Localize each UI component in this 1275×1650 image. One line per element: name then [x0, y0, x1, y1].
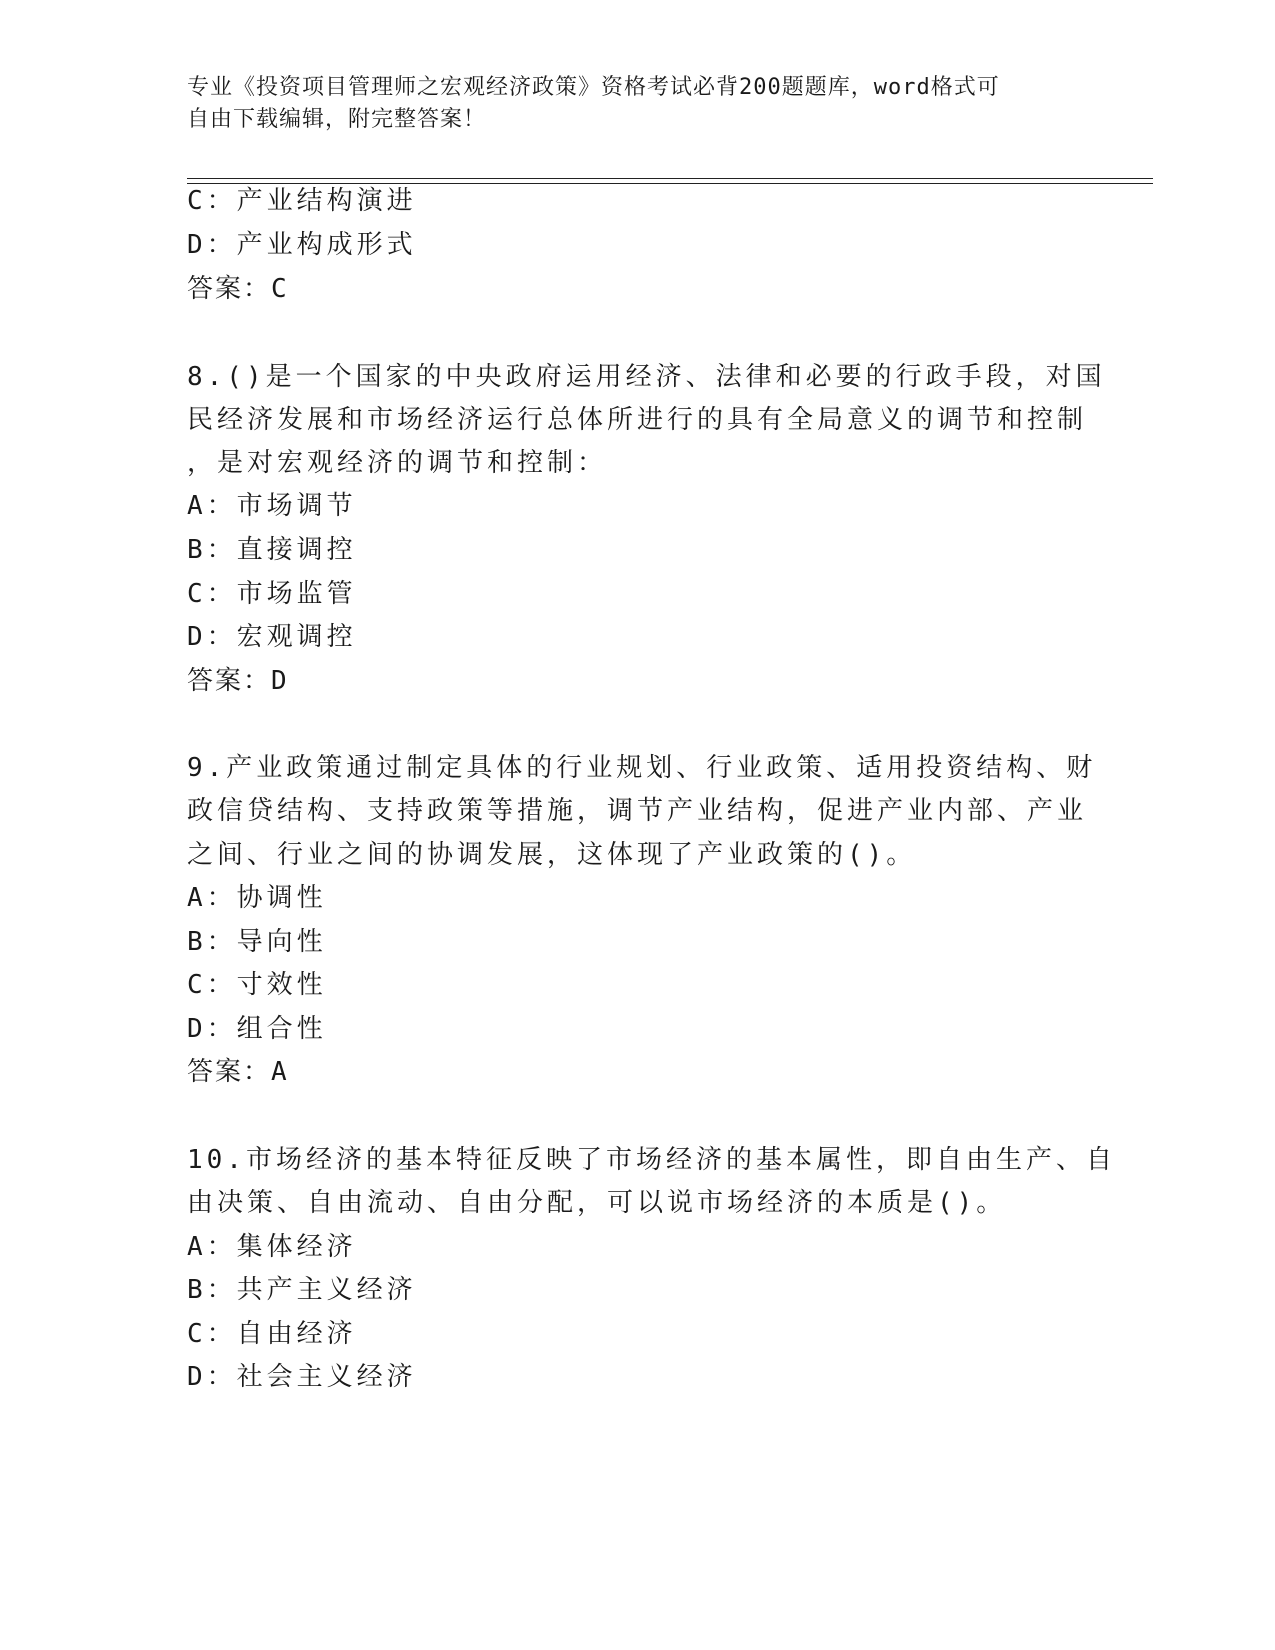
q9-stem-line-1: 9.产业政策通过制定具体的行业规划、行业政策、适用投资结构、财	[187, 753, 1097, 783]
header-divider-bottom	[187, 183, 1153, 184]
document-header	[187, 72, 1067, 136]
q8-option-c: C：市场监管	[187, 579, 357, 609]
q8-option-b: B：直接调控	[187, 535, 357, 565]
q8-option-a: A：市场调节	[187, 491, 357, 521]
q9-stem-line-2: 政信贷结构、支持政策等措施，调节产业结构，促进产业内部、产业	[187, 796, 1088, 826]
q7-option-c: C：产业结构演进	[187, 186, 417, 216]
q9-option-b: B：导向性	[187, 927, 327, 957]
header-divider-top	[187, 178, 1153, 179]
q9-answer: 答案：A	[187, 1057, 289, 1087]
q9-option-d: D：组合性	[187, 1014, 327, 1044]
q9-option-a: A：协调性	[187, 883, 327, 913]
q9-stem-line-3: 之间、行业之间的协调发展，这体现了产业政策的()。	[187, 840, 917, 870]
q7-answer: 答案：C	[187, 274, 289, 304]
q8-stem-line-3: ，是对宏观经济的调节和控制：	[187, 448, 608, 478]
q10-stem-line-2: 由决策、自由流动、自由分配，可以说市场经济的本质是()。	[187, 1188, 1007, 1218]
q10-option-a: A：集体经济	[187, 1232, 357, 1262]
q9-option-c: C：寸效性	[187, 970, 327, 1000]
q10-option-b: B：共产主义经济	[187, 1275, 417, 1305]
q7-option-d: D：产业构成形式	[187, 230, 417, 260]
q10-stem-line-1: 10.市场经济的基本特征反映了市场经济的基本属性，即自由生产、自	[187, 1145, 1116, 1175]
q10-option-d: D：社会主义经济	[187, 1362, 417, 1392]
q8-stem-line-2: 民经济发展和市场经济运行总体所进行的具有全局意义的调节和控制	[187, 405, 1088, 435]
q8-answer: 答案：D	[187, 666, 289, 696]
q8-stem-line-1: 8.()是一个国家的中央政府运用经济、法律和必要的行政手段，对国	[187, 362, 1106, 392]
header-line-1: 专业《投资项目管理师之宏观经济政策》资格考试必背200题题库，word格式可	[187, 75, 1000, 100]
q10-option-c: C：自由经济	[187, 1319, 357, 1349]
q8-option-d: D：宏观调控	[187, 622, 357, 652]
header-line-2: 自由下载编辑，附完整答案！	[187, 107, 487, 132]
